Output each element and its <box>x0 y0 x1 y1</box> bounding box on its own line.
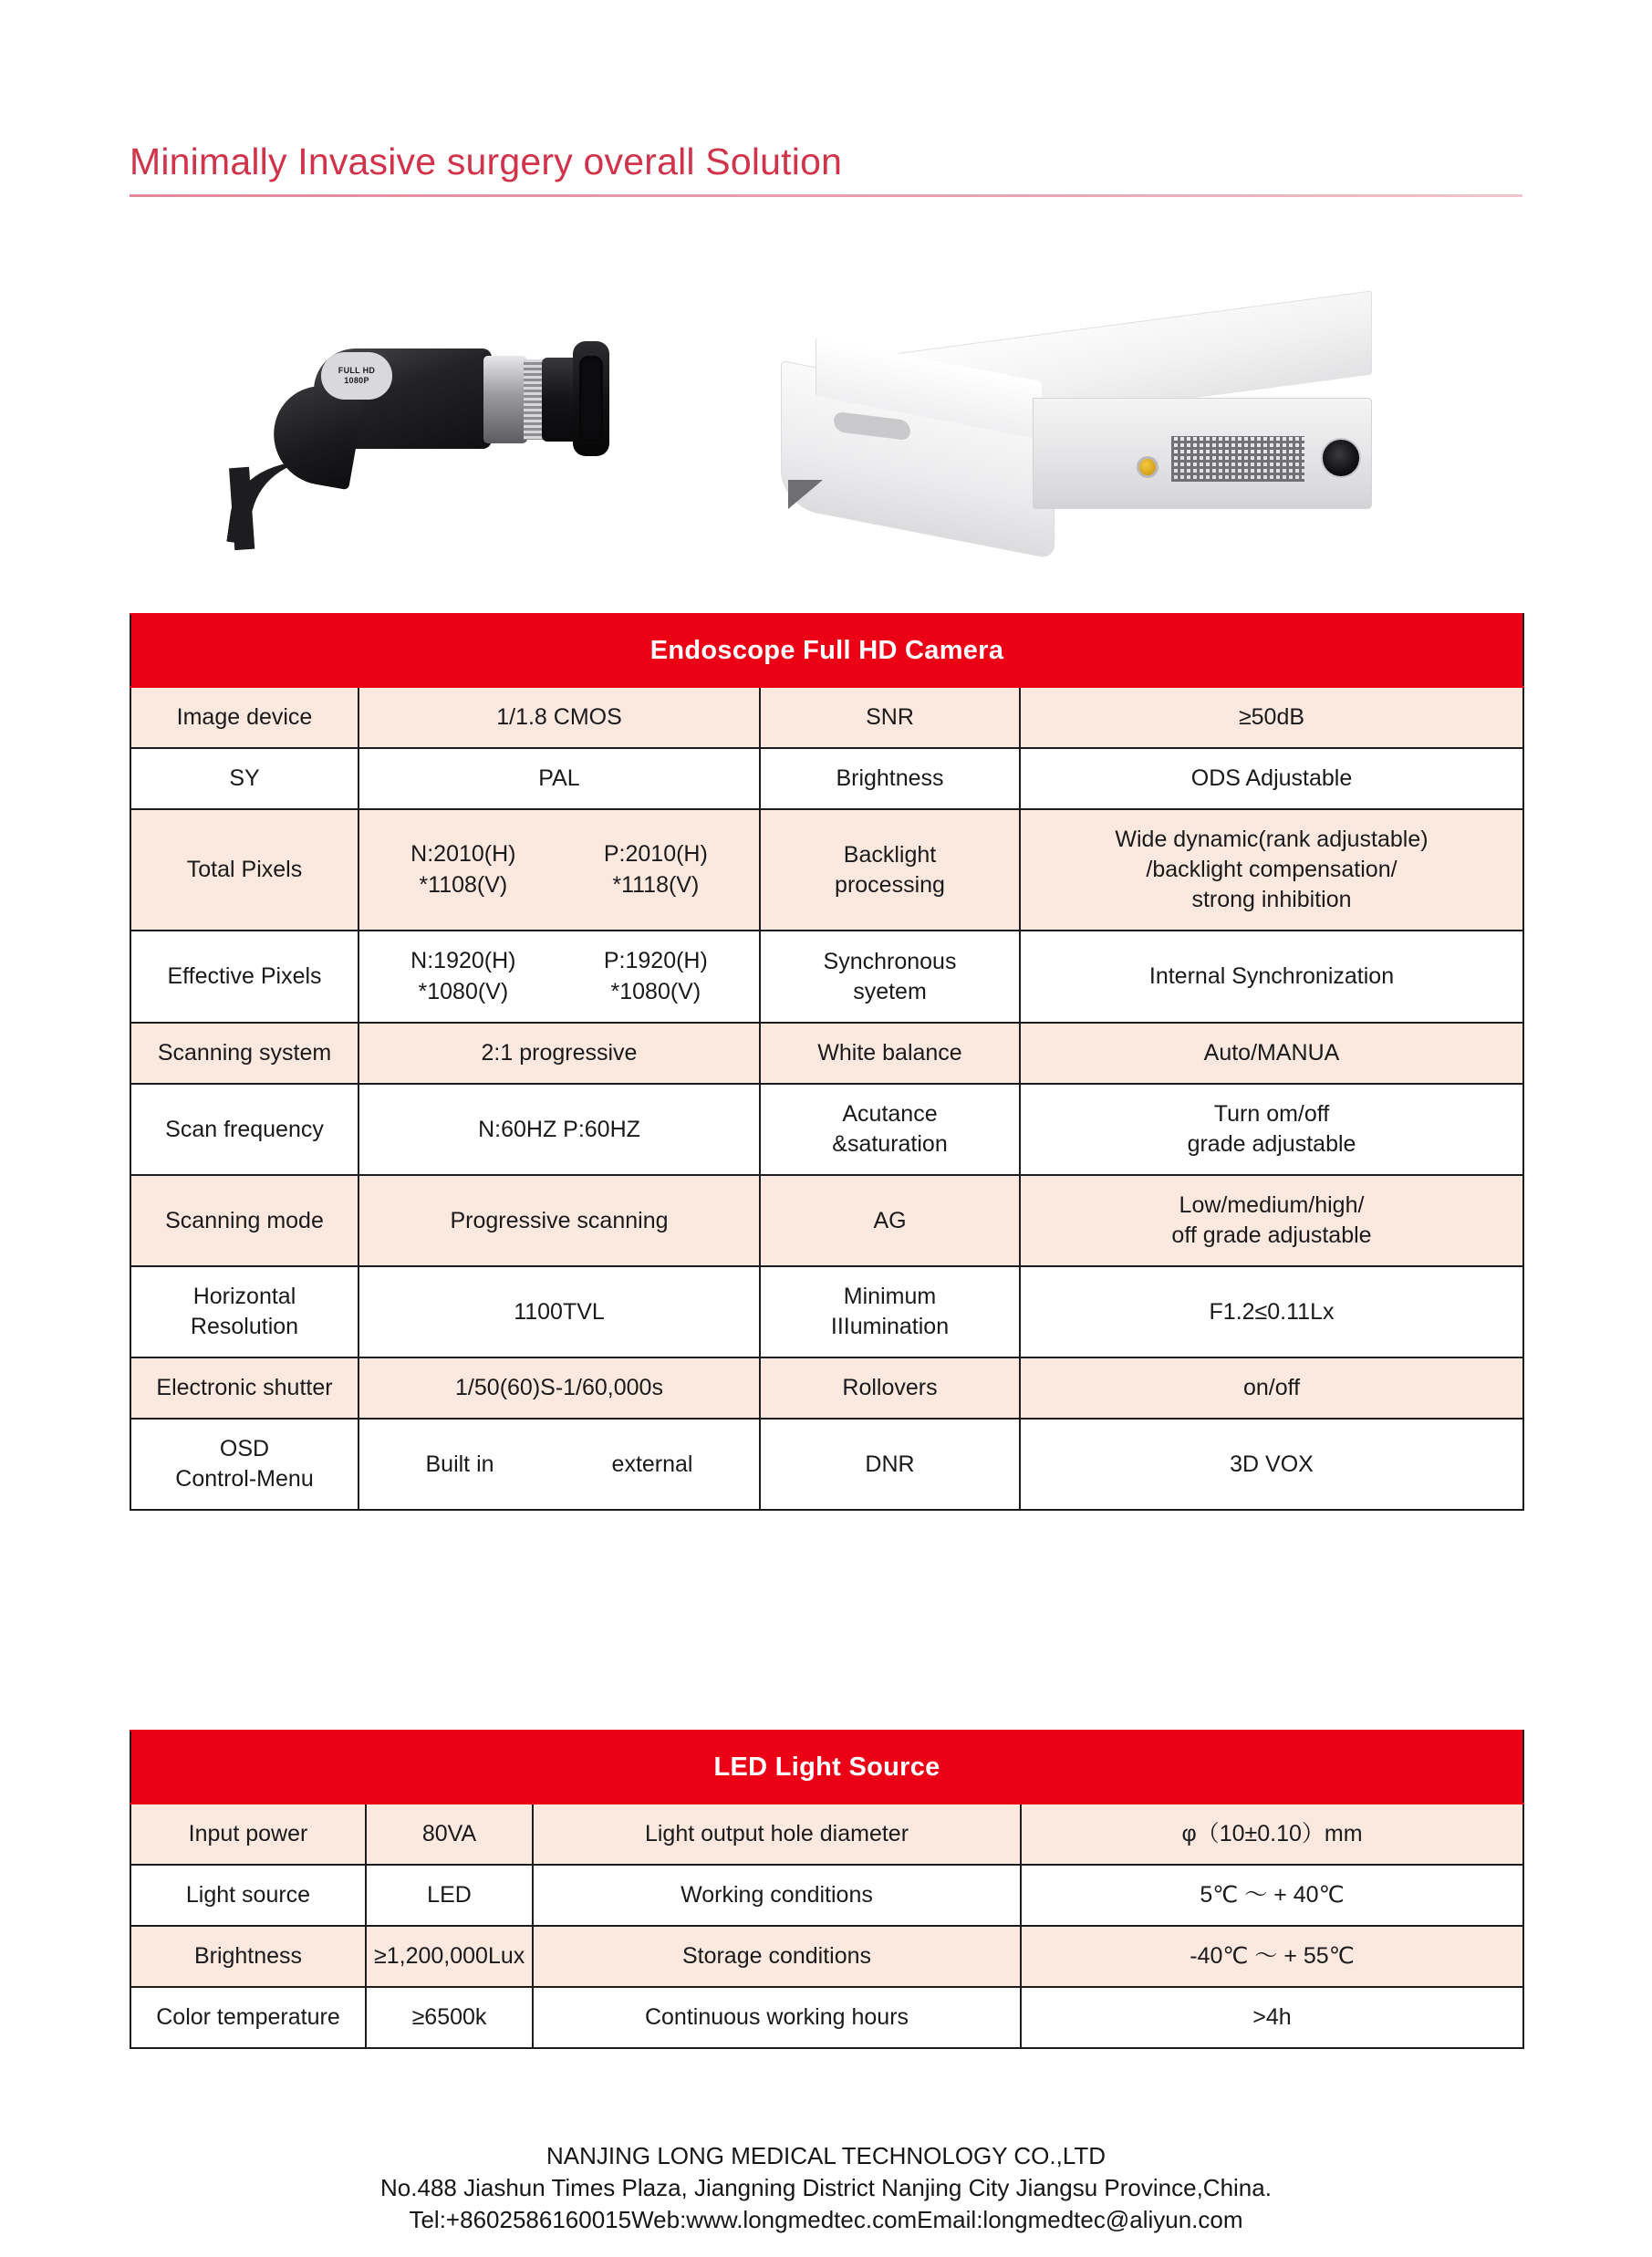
section-title-camera: Endoscope Full HD Camera <box>130 614 1523 687</box>
unit-vent-grille <box>1171 436 1304 482</box>
table-row <box>130 1357 1523 1419</box>
section-header-row <box>130 1731 1523 1804</box>
table-row <box>130 931 1523 1023</box>
row-label: Image device <box>130 687 358 748</box>
row-value-2: Internal Synchronization <box>1020 931 1523 1023</box>
table-row <box>130 1266 1523 1357</box>
pixel-value-a2: *1108(V) <box>419 871 508 898</box>
product-image-row <box>130 310 1522 566</box>
row-label-2-line1: Minimum <box>843 1284 937 1310</box>
camera-badge-line2: 1080P <box>344 376 369 385</box>
row-value <box>358 1419 760 1510</box>
row-label-2-line1: Acutance <box>842 1101 938 1128</box>
unit-black-port-icon <box>1321 438 1361 478</box>
row-label: SY <box>130 748 358 809</box>
row-value-2-line2: /backlight compensation/ <box>1146 857 1397 883</box>
row-label: Scanning mode <box>130 1175 358 1266</box>
row-value: N:60HZ P:60HZ <box>358 1084 760 1175</box>
pixel-value-b1: P:2010(H) <box>603 841 708 868</box>
table-row <box>130 748 1523 809</box>
row-label: Light source <box>130 1865 366 1926</box>
row-value-2-line2: off grade adjustable <box>1171 1222 1372 1249</box>
row-label-2-line2: IIIumination <box>830 1314 950 1340</box>
led-light-source-table <box>130 1730 1524 2049</box>
row-label: Input power <box>130 1804 366 1865</box>
table-row <box>130 1987 1523 2048</box>
pixel-value-a1: N:1920(H) <box>410 948 516 974</box>
row-value: ≥1,200,000Lux <box>366 1926 533 1987</box>
table-row <box>130 809 1523 931</box>
osd-value-a: Built in <box>425 1451 494 1477</box>
table-row <box>130 1419 1523 1510</box>
row-label-2: Brightness <box>760 748 1020 809</box>
row-value: 1/1.8 CMOS <box>358 687 760 748</box>
camera-collar-shape <box>483 356 527 443</box>
row-value-2: φ（10±0.10）mm <box>1021 1804 1523 1865</box>
row-value <box>358 809 760 931</box>
row-value: 1/50(60)S-1/60,000s <box>358 1357 760 1419</box>
page-footer <box>0 2140 1652 2236</box>
row-value <box>358 931 760 1023</box>
row-value: 80VA <box>366 1804 533 1865</box>
row-label-2 <box>760 1084 1020 1175</box>
camera-eyepiece-shape <box>573 341 609 456</box>
footer-contact: Tel:+8602586160015Web:www.longmedtec.comEmail:longmedtec@aliyun.com <box>409 2206 1243 2234</box>
row-label: Effective Pixels <box>130 931 358 1023</box>
row-value-2: 5℃ ～ + 40℃ <box>1021 1865 1523 1926</box>
table-row <box>130 1084 1523 1175</box>
row-value-2: Auto/MANUA <box>1020 1023 1523 1084</box>
page-header <box>130 140 1522 197</box>
row-label-2: Rollovers <box>760 1357 1020 1419</box>
pixel-value-b1: P:1920(H) <box>603 948 708 974</box>
row-label: Color temperature <box>130 1987 366 2048</box>
camera-badge-label <box>321 352 392 400</box>
table-row <box>130 1175 1523 1266</box>
row-value-2-line2: grade adjustable <box>1187 1131 1356 1158</box>
row-label: Scanning system <box>130 1023 358 1084</box>
row-value-2: 3D VOX <box>1020 1419 1523 1510</box>
pixel-value-a1: N:2010(H) <box>410 841 516 868</box>
table-row <box>130 1023 1523 1084</box>
row-label-2 <box>760 809 1020 931</box>
row-value-2: -40℃ ～ + 55℃ <box>1021 1926 1523 1987</box>
row-value: 2:1 progressive <box>358 1023 760 1084</box>
row-label-2: Continuous working hours <box>533 1987 1021 2048</box>
row-value: Progressive scanning <box>358 1175 760 1266</box>
specifications-table <box>130 613 1524 1511</box>
row-value: PAL <box>358 748 760 809</box>
row-value-2 <box>1020 1175 1523 1266</box>
pixel-value-a2: *1080(V) <box>418 978 509 1004</box>
row-label-2-line1: Backlight <box>843 841 937 868</box>
row-value-2: F1.2≤0.11Lx <box>1020 1266 1523 1357</box>
row-label-2-line2: processing <box>835 871 945 898</box>
row-label-2: DNR <box>760 1419 1020 1510</box>
table-row <box>130 1865 1523 1926</box>
row-label-2: AG <box>760 1175 1020 1266</box>
row-label-line1: Horizontal <box>192 1284 296 1310</box>
section-title-led: LED Light Source <box>130 1731 1523 1804</box>
row-label <box>130 1419 358 1510</box>
table-row <box>130 1926 1523 1987</box>
row-label-2: SNR <box>760 687 1020 748</box>
row-value: ≥6500k <box>366 1987 533 2048</box>
row-label-line2: Resolution <box>190 1314 299 1340</box>
row-value-2: >4h <box>1021 1987 1523 2048</box>
row-label-2 <box>760 931 1020 1023</box>
footer-company: NANJING LONG MEDICAL TECHNOLOGY CO.,LTD <box>545 2142 1107 2169</box>
osd-value-b: external <box>611 1451 693 1477</box>
footer-address: No.488 Jiashun Times Plaza, Jiangning District Nanjing City Jiangsu Province,China. <box>380 2174 1272 2202</box>
row-label-2: Working conditions <box>533 1865 1021 1926</box>
row-label <box>130 1266 358 1357</box>
row-value-2 <box>1020 809 1523 931</box>
row-label: Total Pixels <box>130 809 358 931</box>
camera-badge-line1: FULL HD <box>338 365 376 375</box>
row-label-2-line2: &saturation <box>832 1131 948 1158</box>
led-light-source-unit-image <box>768 319 1443 556</box>
pixel-value-b2: *1118(V) <box>612 871 700 898</box>
row-value-2-line1: Wide dynamic(rank adjustable) <box>1115 827 1429 853</box>
row-label-2-line2: syetem <box>853 978 927 1004</box>
row-label-line1: OSD <box>219 1436 270 1462</box>
row-value-2-line3: strong inhibition <box>1191 887 1352 913</box>
section-header-row <box>130 614 1523 687</box>
header-divider <box>130 194 1522 197</box>
row-label: Electronic shutter <box>130 1357 358 1419</box>
row-value-2: ≥50dB <box>1020 687 1523 748</box>
row-label-2: White balance <box>760 1023 1020 1084</box>
row-value-2: on/off <box>1020 1357 1523 1419</box>
table-row <box>130 1804 1523 1865</box>
endoscope-camera-head-image <box>230 328 622 556</box>
row-label-line2: Control-Menu <box>175 1466 314 1493</box>
row-label-2-line1: Synchronous <box>823 948 957 974</box>
page-title: Minimally Invasive surgery overall Solution <box>130 140 843 182</box>
row-label-2: Light output hole diameter <box>533 1804 1021 1865</box>
unit-yellow-port-icon <box>1137 456 1158 478</box>
row-value: LED <box>366 1865 533 1926</box>
row-label-2: Storage conditions <box>533 1926 1021 1987</box>
row-value-2-line1: Turn om/off <box>1213 1101 1330 1128</box>
row-value-2-line1: Low/medium/high/ <box>1179 1192 1365 1219</box>
row-value-2: ODS Adjustable <box>1020 748 1523 809</box>
pixel-value-b2: *1080(V) <box>610 978 701 1004</box>
table-row <box>130 687 1523 748</box>
row-value: 1100TVL <box>358 1266 760 1357</box>
row-value-2 <box>1020 1084 1523 1175</box>
row-label-2 <box>760 1266 1020 1357</box>
row-label: Scan frequency <box>130 1084 358 1175</box>
row-label: Brightness <box>130 1926 366 1987</box>
